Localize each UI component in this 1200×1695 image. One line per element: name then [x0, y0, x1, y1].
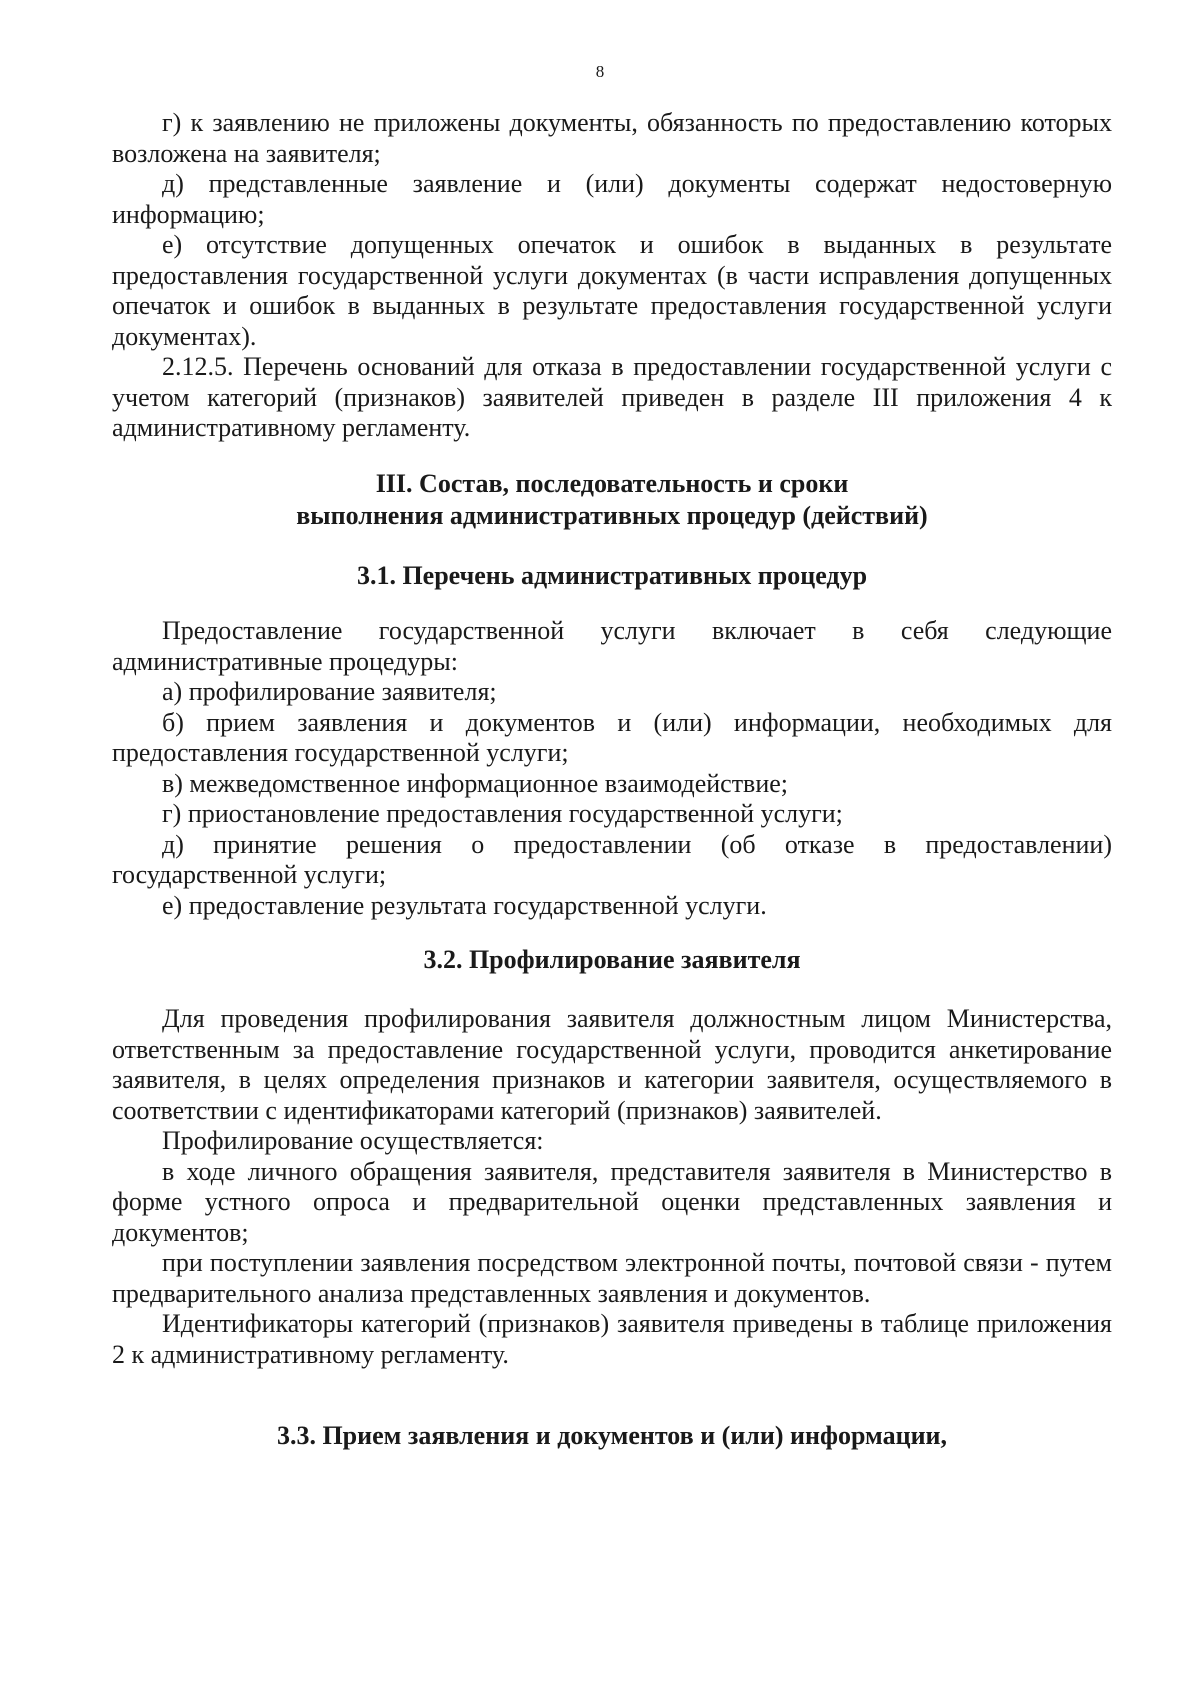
list-item-g: г) к заявлению не приложены документы, обязанность по предоставлению которых возложена на заявителя;	[112, 108, 1112, 168]
section-3-2-paragraph-2: Профилирование осуществляется:	[162, 1126, 544, 1155]
section-3-heading-line2: выполнения административных процедур (действий)	[296, 501, 928, 530]
section-3-2-heading: 3.2. Профилирование заявителя	[423, 945, 801, 974]
section-3-1-body	[112, 616, 1112, 921]
section-3-heading	[112, 468, 1112, 532]
list-item-d: д) представленные заявление и (или) документы содержат недостоверную информацию;	[112, 169, 1112, 229]
page-number: 8	[595, 62, 605, 81]
section-3-3-heading: 3.3. Прием заявления и документов и (или) информации,	[276, 1421, 948, 1450]
paragraph-2-12-5: 2.12.5. Перечень оснований для отказа в предоставлении государственной услуги с учетом категорий (признаков) заявителей приведен в разделе III приложения 4 к административному регламенту.	[112, 352, 1112, 442]
section-3-1-heading: 3.1. Перечень административных процедур	[356, 561, 868, 590]
section-2-12-continuation	[112, 108, 1112, 444]
section-3-2-paragraph-4: при поступлении заявления посредством электронной почты, почтовой связи - путем предварительного анализа представленных заявления и документов.	[112, 1248, 1112, 1308]
procedure-item-v: в) межведомственное информационное взаимодействие;	[162, 768, 789, 798]
section-3-2-paragraph-5: Идентификаторы категорий (признаков) заявителя приведены в таблице приложения 2 к административному регламенту.	[112, 1309, 1112, 1369]
section-3-2-paragraph-3: в ходе личного обращения заявителя, представителя заявителя в Министерство в форме устного опроса и предварительной оценки представленных заявления и документов;	[112, 1156, 1112, 1247]
procedure-item-e: е) предоставление результата государственной услуги.	[162, 890, 767, 920]
section-3-2-paragraph-1: Для проведения профилирования заявителя должностным лицом Министерства, ответственным за предоставление государственной услуги, проводится анкетирование заявителя, в целях определения признаков и категории заявителя, осуществляемого в соответствии с идентификаторами категорий (признаков) заявителей.	[112, 1004, 1112, 1125]
procedure-item-g: г) приостановление предоставления государственной услуги;	[162, 799, 843, 828]
procedure-item-d: д) принятие решения о предоставлении (об отказе в предоставлении) государственной услуги;	[112, 829, 1112, 889]
list-item-e: е) отсутствие допущенных опечаток и ошибок в выданных в результате предоставления государственной услуги документах (в части исправления допущенных опечаток и ошибок в выданных в результате предоставления государственной услуги документах).	[112, 230, 1112, 351]
section-3-2-body	[112, 1004, 1112, 1370]
procedure-item-a: а) профилирование заявителя;	[162, 677, 497, 706]
section-3-heading-line1: III. Состав, последовательность и сроки	[375, 469, 849, 498]
section-3-1-intro: Предоставление государственной услуги включает в себя следующие административные процедуры:	[112, 616, 1112, 676]
procedure-item-b: б) прием заявления и документов и (или) информации, необходимых для предоставления государственной услуги;	[112, 707, 1112, 767]
